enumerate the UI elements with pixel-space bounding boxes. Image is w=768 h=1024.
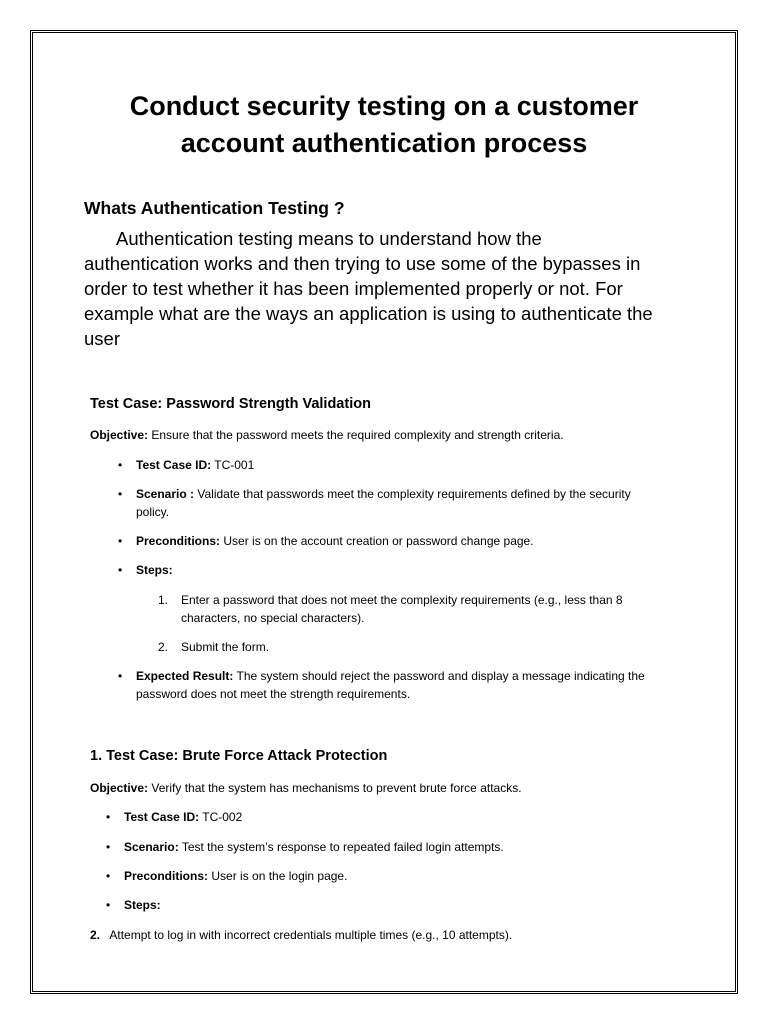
tc1-heading: Test Case: Password Strength Validation (90, 396, 371, 412)
bullet-icon: • (106, 810, 111, 824)
intro-text: Authentication testing means to understand how the authentication works and then trying to use some of the bypasses in order to test whether it has been implemented properly or not. For example what are the ways an application is using to authenticate the user (84, 228, 653, 349)
tc1-steps-item (118, 561, 666, 579)
bullet-icon: • (118, 458, 123, 472)
section-heading: Whats Authentication Testing ? (84, 198, 345, 218)
tc1-preconditions-label: Preconditions: (136, 534, 221, 548)
tc2-scenario-text: Test the system’s response to repeated failed login attempts. (181, 840, 504, 854)
tc1-step-2-text: Submit the form. (181, 640, 270, 654)
tc1-expected-label: Expected Result: (136, 669, 234, 683)
tc1-preconditions-item (118, 532, 666, 550)
tc1-id-value: TC-001 (214, 458, 255, 472)
tc2-preconditions-item (106, 867, 664, 885)
tc1-id-label: Test Case ID: (136, 458, 212, 472)
tc1-preconditions-text: User is on the account creation or password change page. (223, 534, 534, 548)
title-line-2: account authentication process (180, 128, 588, 158)
tc2-step-text: Attempt to log in with incorrect credentials multiple times (e.g., 10 attempts). (109, 928, 513, 942)
tc2-id-item (106, 808, 664, 826)
tc1-step-1 (158, 591, 661, 627)
tc2-steps-item (106, 896, 664, 914)
step-number: 1. (158, 593, 169, 607)
title-line-1: Conduct security testing on a customer (129, 91, 639, 121)
bullet-icon: • (106, 898, 111, 912)
tc2-id-label: Test Case ID: (124, 810, 200, 824)
tc1-scenario-text: Validate that passwords meet the complexity requirements defined by the security policy. (136, 487, 631, 519)
step-number: 2. (90, 928, 101, 942)
document-title (40, 88, 728, 162)
tc1-scenario-label: Scenario : (136, 487, 195, 501)
tc1-objective-label: Objective: (90, 428, 149, 442)
bullet-icon: • (118, 487, 123, 501)
tc2-objective-text: Verify that the system has mechanisms to prevent brute force attacks. (151, 781, 522, 795)
tc1-expected-item (118, 667, 666, 703)
tc1-step-2 (158, 638, 661, 656)
bullet-icon: • (118, 563, 123, 577)
tc1-step-1-text: Enter a password that does not meet the complexity requirements (e.g., less than 8 characters, no special characters). (181, 593, 623, 625)
bullet-icon: • (118, 534, 123, 548)
tc2-objective (90, 781, 522, 795)
tc1-expected-text: The system should reject the password and display a message indicating the password does not meet the strength requirements. (136, 669, 645, 701)
tc2-scenario-item (106, 838, 664, 856)
tc1-scenario-item (118, 485, 666, 521)
tc1-id-item (118, 456, 666, 474)
bullet-icon: • (106, 869, 111, 883)
intro-paragraph (84, 226, 654, 351)
tc2-preconditions-text: User is on the login page. (211, 869, 348, 883)
tc2-id-value: TC-002 (202, 810, 243, 824)
tc1-objective (90, 428, 564, 442)
tc2-steps-label: Steps: (124, 898, 161, 912)
bullet-icon: • (106, 840, 111, 854)
tc2-step-item (90, 926, 670, 944)
tc2-objective-label: Objective: (90, 781, 149, 795)
tc2-heading: 1. Test Case: Brute Force Attack Protection (90, 748, 388, 764)
tc1-steps-label: Steps: (136, 563, 173, 577)
bullet-icon: • (118, 669, 123, 683)
tc2-preconditions-label: Preconditions: (124, 869, 209, 883)
step-number: 2. (158, 640, 169, 654)
tc2-scenario-label: Scenario: (124, 840, 179, 854)
tc1-objective-text: Ensure that the password meets the required complexity and strength criteria. (151, 428, 564, 442)
